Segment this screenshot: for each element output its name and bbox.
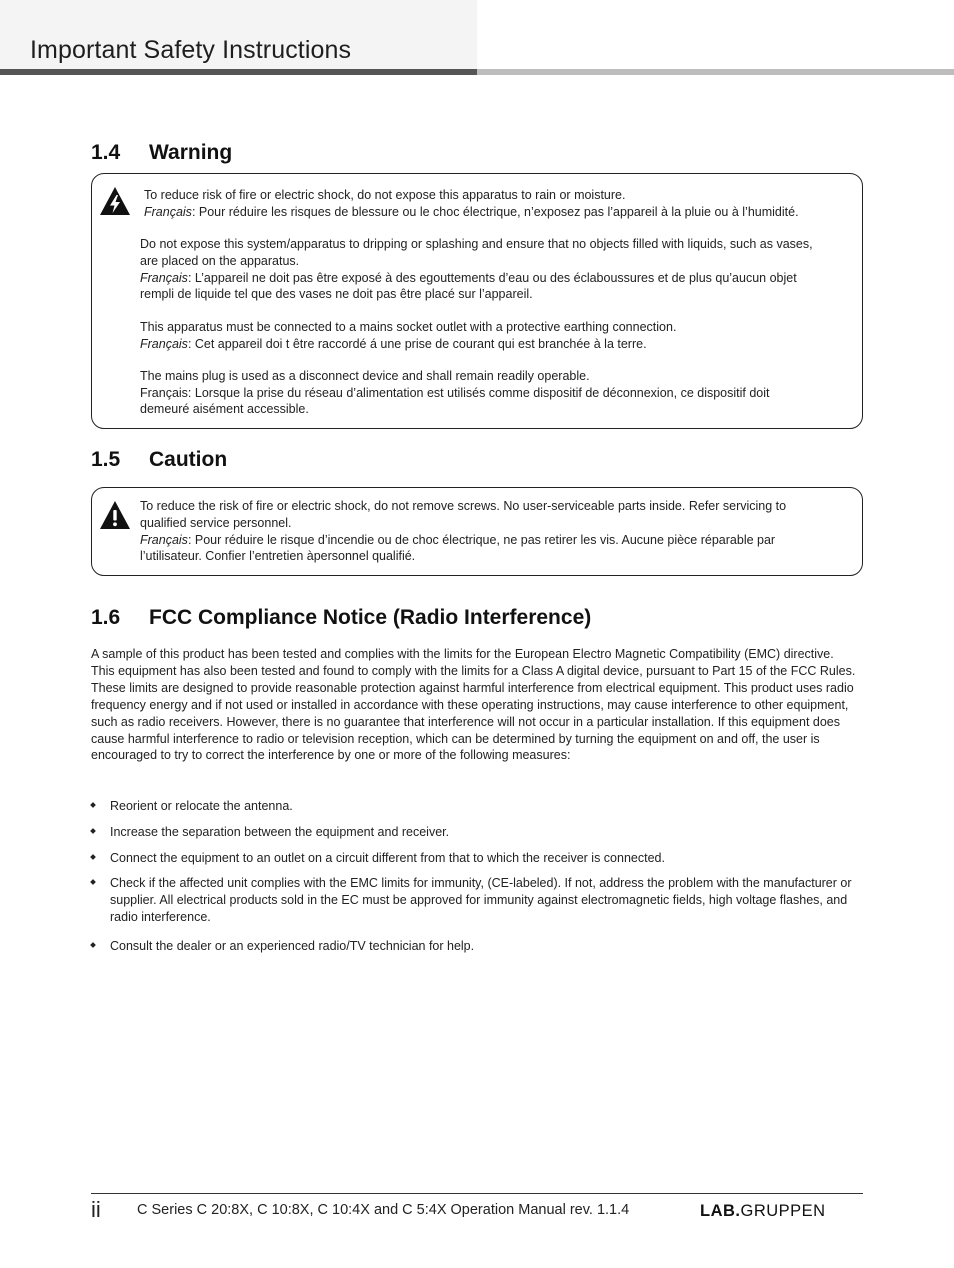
lab-gruppen-logo [700,1202,826,1221]
caution-en-line-1: To reduce the risk of fire or electric shock, do not remove screws. No user-serviceable parts inside. Refer servicing to [140,499,787,513]
fcc-intro-paragraph: A sample of this product has been tested and complies with the limits for the European Electro Magnetic Compatibility (EMC) directive. This equipment has also been tested and found to comply with the limits for a Class A digital device, pursuant to Part 15 of the FCC Rules. These limits are designed to provide reasonable protection against harmful interference from electrical equipment. This product uses radio frequency energy and if not used or installed in accordance with these operating instructions, may cause interference to other equipment, such as radio receivers. However, there is no guarantee that interference will not occur in a particular installation. If this equipment does cause harmful interference to radio or television reception, which can be determined by turning the equipment on and off, the user is encouraged to try to correct the interference by one or more of the following measures: [91,647,856,763]
caution-box [91,487,863,576]
list-item [91,824,859,841]
caution-fr-label: Français [140,532,188,547]
caution-heading [91,448,227,472]
warning-heading [91,141,232,165]
warning-p1-fr-line-1 [144,204,834,221]
warning-p4-fr-line-1: Français: Lorsque la prise du réseau d’alimentation est utilisés comme dispositif de déconnexion, ce dispositif doit [140,385,770,400]
fcc-section-title: FCC Compliance Notice (Radio Interference) [149,606,592,629]
warning-p1-fr-label: Français [144,204,192,219]
logo-lab: LAB. [700,1202,741,1220]
measure-text: Increase the separation between the equipment and receiver. [110,824,450,839]
warning-paragraph-3 [140,319,834,353]
measure-text: Consult the dealer or an experienced radio/TV technician for help. [110,939,475,954]
warning-section-title: Warning [149,141,233,164]
caution-fr-line-1 [140,532,834,549]
list-item [91,938,859,955]
warning-p2-fr-text: : L’appareil ne doit pas être exposé à des egouttements d’eau ou des éclaboussures et de plus qu’aucun objet [187,270,797,285]
footer-manual-title: C Series C 20:8X, C 10:8X, C 10:4X and C 5:4X Operation Manual rev. 1.1.4 [137,1202,630,1218]
warning-p3-en-line-1: This apparatus must be connected to a mains socket outlet with a protective earthing connection. [140,319,677,334]
footer-rule [91,1193,863,1194]
warning-p4-fr-line-2: demeuré aisément accessible. [140,402,309,417]
warning-box [91,173,863,429]
bullet-icon [90,828,96,834]
caution-text [140,498,834,565]
warning-paragraph-4 [140,368,834,418]
fcc-heading [91,606,591,630]
caution-section-number: 1.5 [91,448,121,471]
caution-fr-text: : Pour réduire le risque d’incendie ou de choc électrique, ne pas retirer les vis. Aucune pièce réparable par [187,532,776,547]
warning-p2-fr-line-2: rempli de liquide tel que des vases ne doit pas être placé sur l’appareil. [140,287,533,302]
list-item [91,850,859,867]
warning-p2-en-line-2: are placed on the apparatus. [140,253,300,268]
warning-p3-fr-line-1 [140,336,834,353]
bullet-icon [90,943,96,949]
list-item [91,798,859,815]
caution-exclamation-icon [99,500,131,530]
measure-text: Check if the affected unit complies with the EMC limits for immunity, (CE-labeled). If not, address the problem with the manufacturer or supplier. All electrical products sold in the EC must be approved for immunity against electromagnetic fields, high voltage flashes, and radio interference. [110,875,852,924]
warning-p3-fr-text: : Cet appareil doi t être raccordé á une prise de courant qui est branchée à la terre. [187,336,647,351]
warning-p2-fr-line-1 [140,270,834,287]
warning-p2-en-line-1: Do not expose this system/apparatus to dripping or splashing and ensure that no objects filled with liquids, such as vases, [140,237,813,252]
bullet-icon [90,802,96,808]
caution-section-title: Caution [149,448,228,471]
list-item [91,875,859,926]
warning-paragraph-1 [140,187,834,221]
bullet-icon [90,879,96,885]
caution-fr-line-2: l’utilisateur. Confier l’entretien àpersonnel qualifié. [140,549,416,564]
fcc-measures-list [91,798,859,955]
caution-paragraph [140,498,834,565]
page-title: Important Safety Instructions [30,36,352,64]
warning-electric-shock-icon [99,186,131,216]
header-rule-dark [0,69,477,75]
page-number: ii [91,1197,101,1222]
warning-text [140,187,834,418]
warning-section-number: 1.4 [91,141,121,164]
measure-text: Reorient or relocate the antenna. [110,799,293,813]
measure-text: Connect the equipment to an outlet on a circuit different from that to which the receiver is connected. [110,850,665,865]
bullet-icon [90,854,96,860]
fcc-section-number: 1.6 [91,606,121,629]
warning-p1-fr-text: : Pour réduire les risques de blessure ou le choc électrique, n’exposez pas l’appareil à la pluie ou à l’humidité. [191,204,799,219]
warning-p1-en-line-1: To reduce risk of fire or electric shock, do not expose this apparatus to rain or moisture. [144,188,626,202]
warning-p2-fr-label: Français [140,270,188,285]
logo-gruppen: GRUPPEN [740,1202,826,1220]
header-rule-light [477,69,954,75]
warning-p4-en-line-1: The mains plug is used as a disconnect device and shall remain readily operable. [140,368,590,383]
caution-en-line-2: qualified service personnel. [140,515,292,530]
warning-paragraph-2 [140,236,834,303]
warning-p3-fr-label: Français [140,336,188,351]
